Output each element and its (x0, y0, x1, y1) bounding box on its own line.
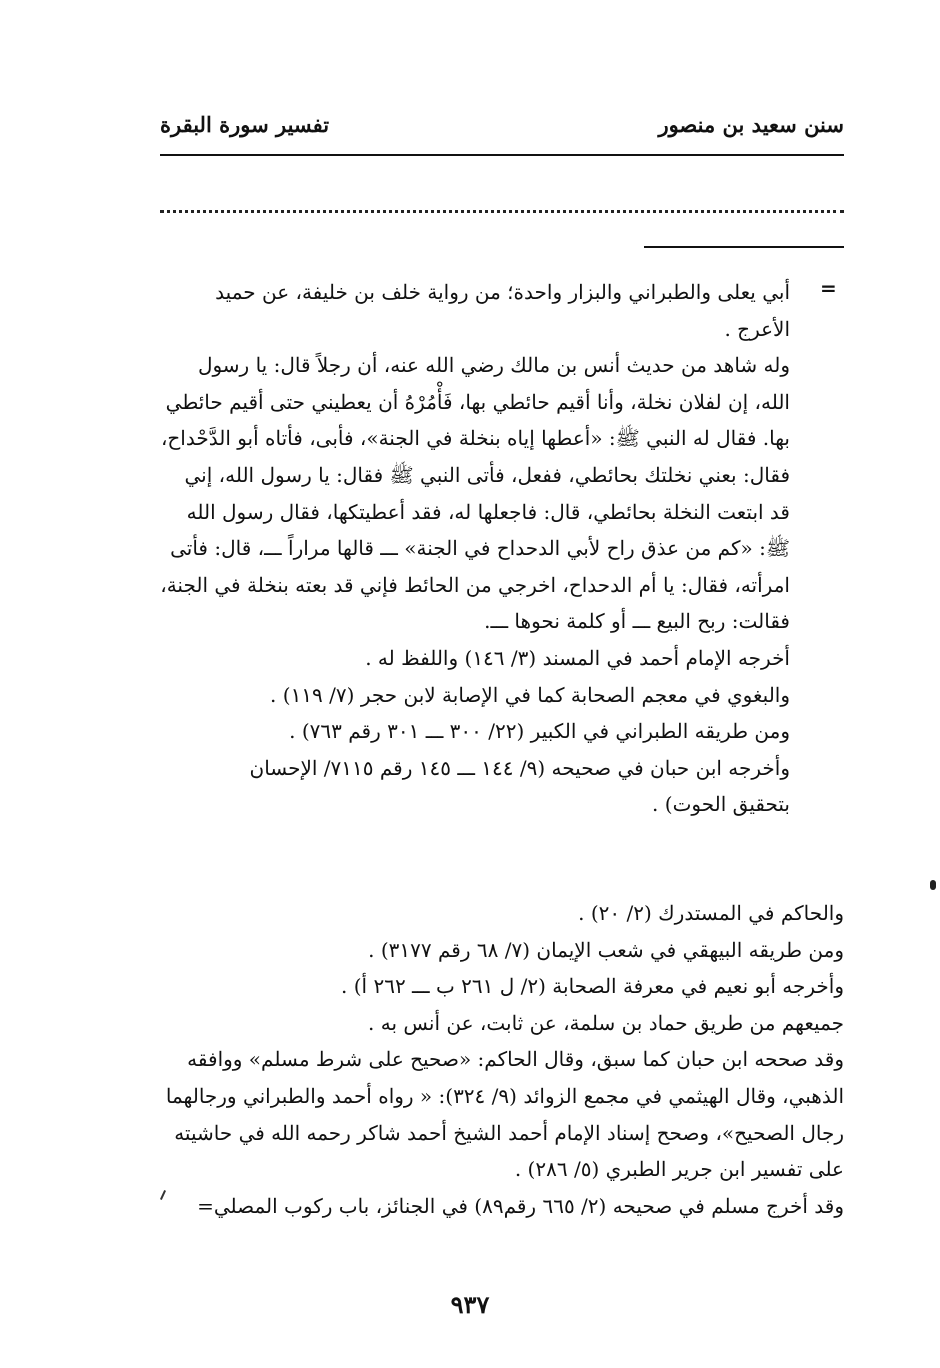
text-line: فقالت: ربح البيع ـــ أو كلمة نحوها ـــ. (484, 609, 790, 634)
dotted-separator (160, 210, 844, 213)
scan-speck (930, 880, 936, 890)
text-line: الذهبي، وقال الهيثمي في مجمع الزوائد (٩/ ٣٢٤): « رواه أحمد والطبراني ورجالهما (165, 1083, 844, 1108)
text-line: رجال الصحيح»، وصحح إسناد الإمام أحمد الشيخ أحمد شاكر رحمه الله في حاشيته (174, 1120, 844, 1145)
page-number: ٩٣٧ (450, 1290, 490, 1319)
text-line: الله، إن لفلان نخلة، وأنا أقيم حائطي بها، فَأْمُرْهُ أن يعطيني حتى أقيم حائطي (165, 389, 790, 414)
text-line: على تفسير ابن جرير الطبري (٥/ ٢٨٦) . (514, 1157, 844, 1182)
text-line: قد ابتعت النخلة بحائطي، قال: فاجعلها له، فقد أعطيتكها، فقال رسول الله (186, 499, 790, 524)
text-line: ومن طريقه الطبراني في الكبير (٢٢/ ٣٠٠ ـــ ٣٠١ رقم ٧٦٣) . (289, 719, 790, 744)
text-line: الأعرج . (724, 316, 790, 341)
text-line: وقد صححه ابن حبان كما سبق، وقال الحاكم: «صحيح على شرط مسلم» ووافقه (187, 1047, 844, 1072)
text-line: جميعهم من طريق حماد بن سلمة، عن ثابت، عن أنس به . (368, 1010, 844, 1035)
full-width-block (96, 895, 844, 1224)
text-line: بها. فقال له النبي ﷺ: «أعطها إياه بنخلة في الجنة»، فأبى، فأتاه أبو الدَّحْداح، (160, 426, 790, 451)
book-title: سنن سعيد بن منصور (658, 112, 844, 137)
chapter-title: تفسير سورة البقرة (160, 112, 330, 137)
text-line: ومن طريقه البيهقي في شعب الإيمان (٧/ ٦٨ رقم ٣١٧٧) . (368, 937, 844, 962)
text-line: والبغوي في معجم الصحابة كما في الإصابة لابن حجر (٧/ ١١٩) . (270, 682, 790, 707)
text-line: وقد أخرج مسلم في صحيحه (٢/ ٦٦٥ رقم٨٩) في الجنائز، باب ركوب المصلي= (197, 1193, 844, 1218)
text-line: وأخرجه ابن حبان في صحيحه (٩/ ١٤٤ ـــ ١٤٥ رقم ٧١١٥/ الإحسان (249, 755, 790, 780)
continuation-marker: = (820, 276, 837, 300)
footnote-separator (644, 246, 844, 248)
text-line: أخرجه الإمام أحمد في المسند (٣/ ١٤٦) واللفظ له . (365, 645, 790, 670)
text-line: أبي يعلى والطبراني والبزار واحدة؛ من رواية خلف بن خليفة، عن حميد (215, 280, 790, 304)
text-line: بتحقيق الحوت) . (652, 792, 790, 817)
running-header (160, 112, 844, 148)
text-line: ﷺ: «كم من عذق راح لأبي الدحداح في الجنة» ـــ قالها مراراً ـــ، قال: فأتى (170, 536, 790, 561)
indented-footnote-block (150, 274, 790, 823)
text-line: امرأته، فقال: يا أم الدحداح، اخرجي من الحائط فإني قد بعته بنخلة في الجنة، (160, 572, 790, 597)
text-line: وله شاهد من حديث أنس بن مالك رضي الله عنه، أن رجلاً قال: يا رسول (197, 353, 790, 378)
text-line: وأخرجه أبو نعيم في معرفة الصحابة (٢/ ل ٢٦١ ب ـــ ٢٦٢ أ) . (341, 974, 844, 999)
header-divider (160, 154, 844, 156)
text-line: فقال: بعني نخلتك بحائطي، ففعل، فأتى النبي ﷺ فقال: يا رسول الله، إني (184, 462, 790, 487)
text-line: والحاكم في المستدرك (٢/ ٢٠) . (578, 901, 844, 925)
